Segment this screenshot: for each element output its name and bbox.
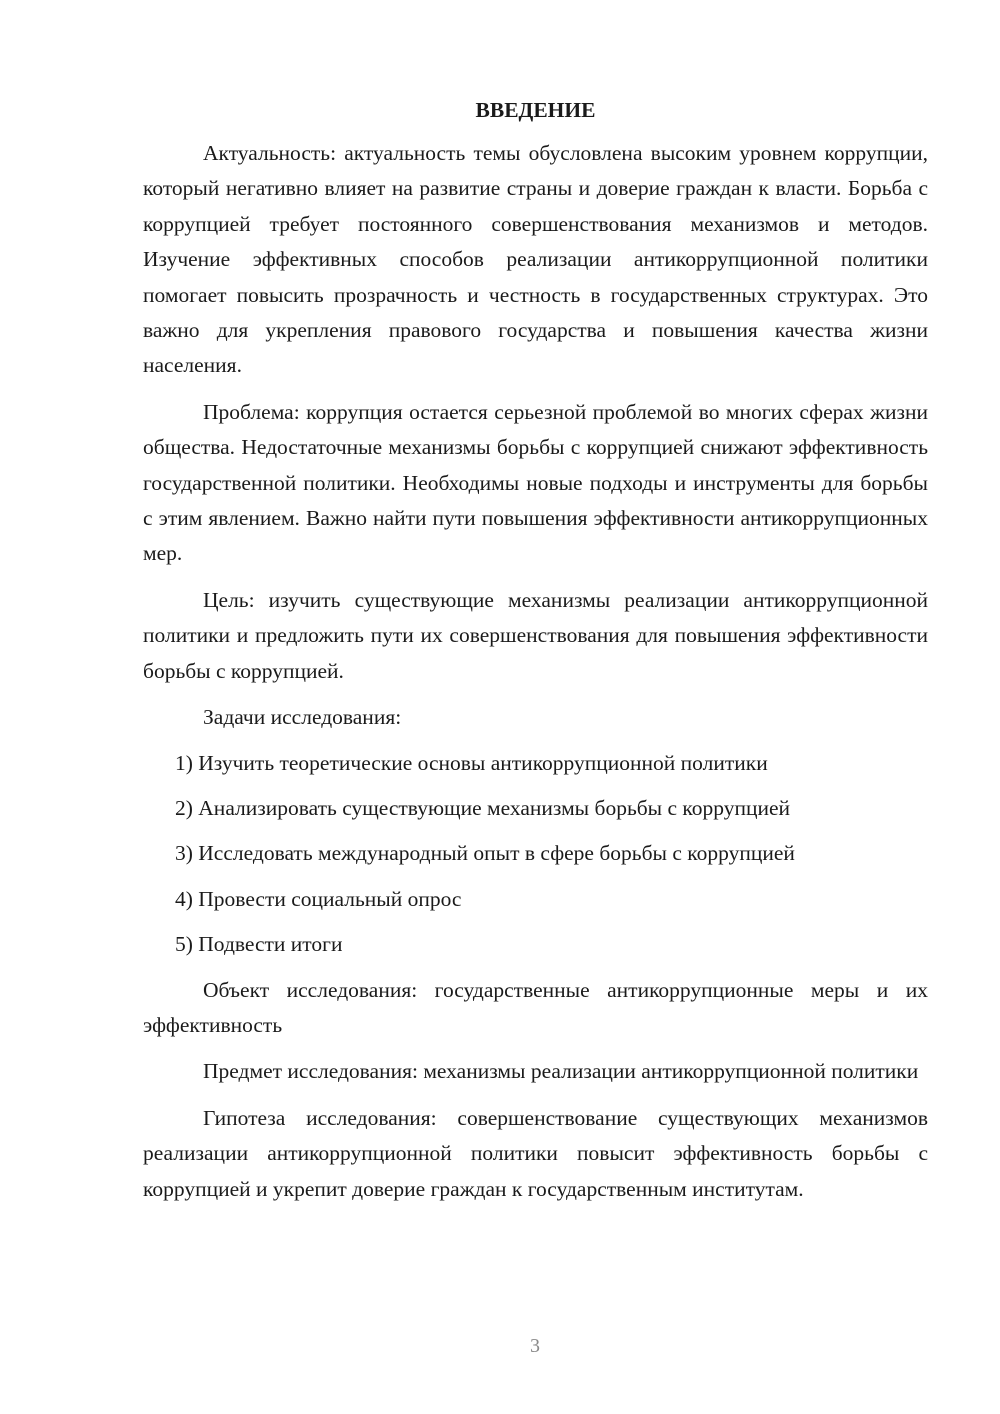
page-content [143, 96, 928, 1218]
page-number: 3 [530, 1335, 540, 1357]
tasks-list [143, 746, 928, 963]
relevance-paragraph: Актуальность: актуальность темы обусловлена высоким уровнем коррупции, который негативно влияет на развитие страны и доверие граждан к власти. Борьба с коррупцией требует постоянного совершенствования механизмов и методов. Изучение эффективных способов реализации антикоррупционной политики помогает повысить прозрачность и честность в государственных структурах. Это важно для укрепления правового государства и повышения качества жизни населения. [143, 141, 928, 378]
task-item: 1) Изучить теоретические основы антикоррупционной политики [175, 750, 768, 775]
task-item: 4) Провести социальный опрос [175, 886, 462, 911]
hypothesis-paragraph: Гипотеза исследования: совершенствование существующих механизмов реализации антикоррупционной политики повысит эффективность борьбы с коррупцией и укрепит доверие граждан к государственным институтам. [143, 1105, 928, 1201]
task-item: 2) Анализировать существующие механизмы борьбы с коррупцией [175, 795, 791, 820]
goal-paragraph: Цель: изучить существующие механизмы реализации антикоррупционной политики и предложить пути их совершенствования для повышения эффективности борьбы с коррупцией. [143, 587, 928, 683]
subject-paragraph: Предмет исследования: механизмы реализации антикоррупционной политики [203, 1059, 919, 1084]
section-title: ВВЕДЕНИЕ [475, 98, 596, 122]
problem-paragraph: Проблема: коррупция остается серьезной проблемой во многих сферах жизни общества. Недостаточные механизмы борьбы с коррупцией снижают эффективность государственной политики. Необходимы новые подходы и инструменты для борьбы с этим явлением. Важно найти пути повышения эффективности антикоррупционных мер. [143, 399, 928, 566]
tasks-heading: Задачи исследования: [203, 705, 402, 730]
object-paragraph: Объект исследования: государственные антикоррупционные меры и их эффективность [143, 977, 928, 1037]
task-item: 3) Исследовать международный опыт в сфере борьбы с коррупцией [175, 841, 795, 866]
task-item: 5) Подвести итоги [175, 932, 343, 957]
